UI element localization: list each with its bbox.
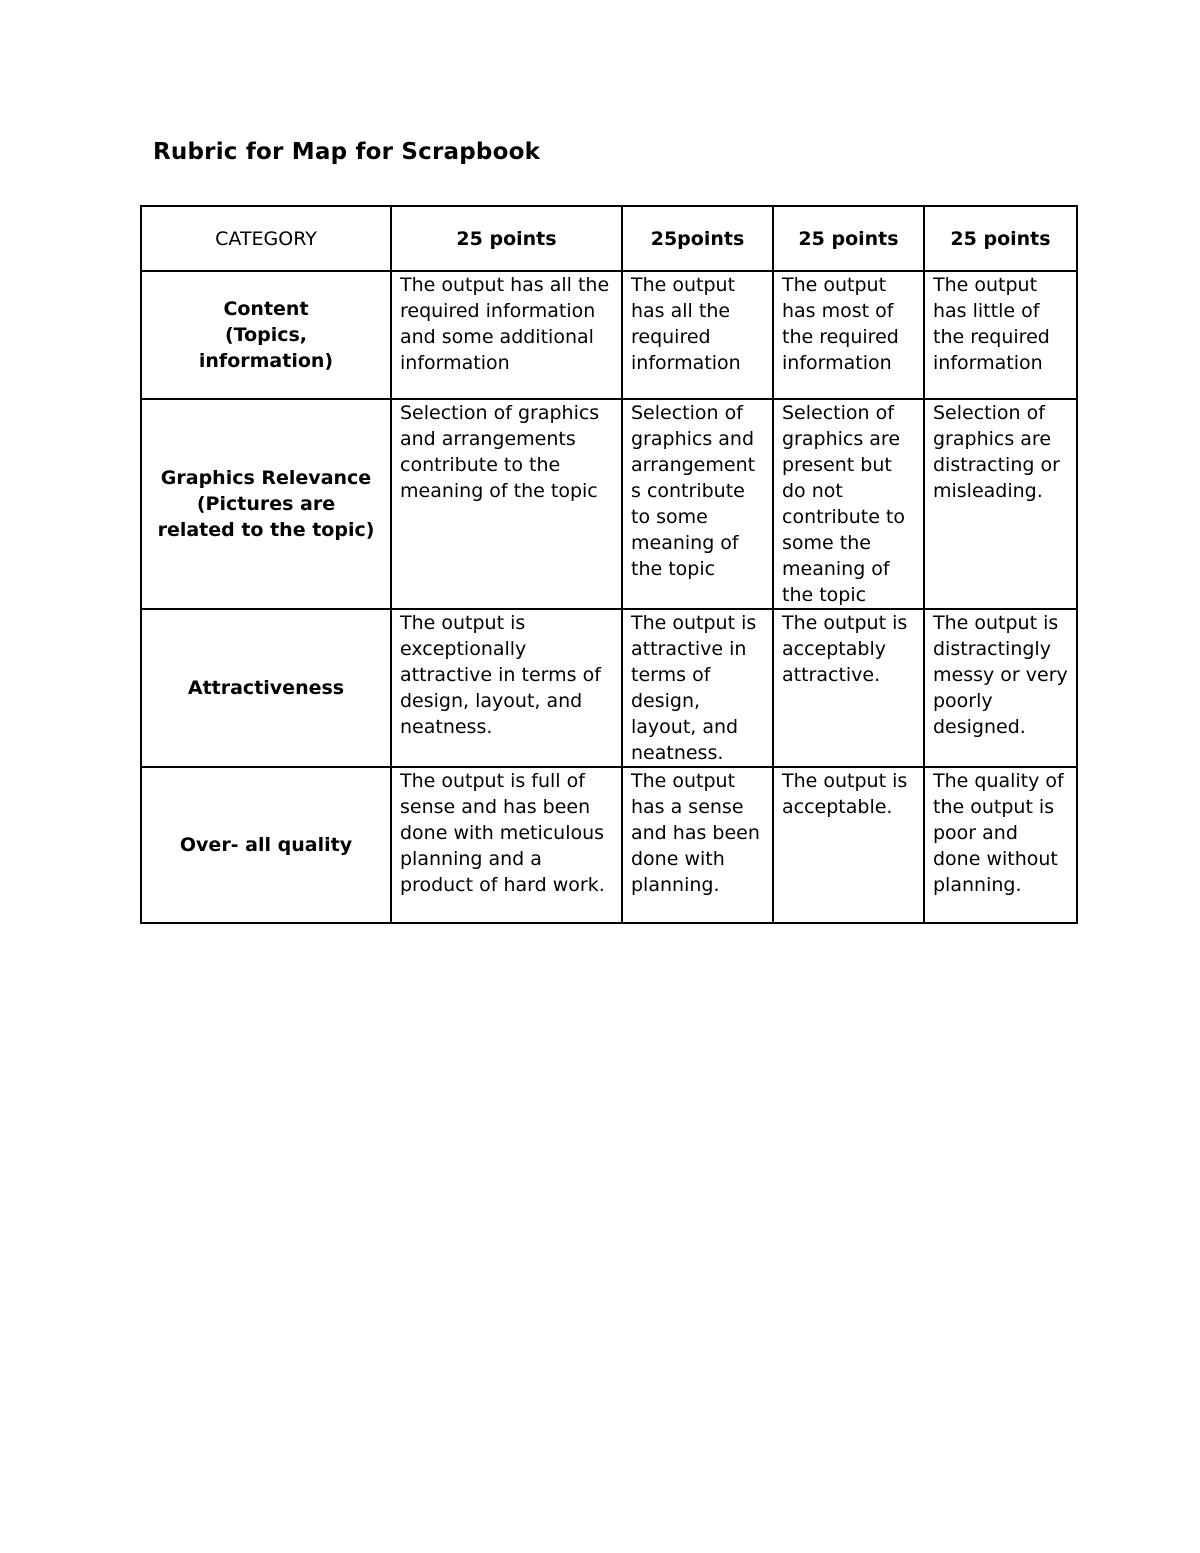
category-graphics-relevance xyxy=(141,399,391,609)
table-cell: Selection of graphics are present but do not contribute to some the meaning of the topic xyxy=(773,399,924,609)
table-cell: The output is acceptably attractive. xyxy=(773,609,924,767)
table-cell: The output is attractive in terms of design, layout, and neatness. xyxy=(622,609,773,767)
header-points-2: 25points xyxy=(622,206,773,271)
table-row xyxy=(141,609,1077,767)
table-header-row xyxy=(141,206,1077,271)
document-title: Rubric for Map for Scrapbook xyxy=(153,139,541,165)
category-attractiveness xyxy=(141,609,391,767)
table-cell: Selection of graphics are distracting or misleading. xyxy=(924,399,1077,609)
header-points-4: 25 points xyxy=(924,206,1077,271)
header-points-1: 25 points xyxy=(391,206,622,271)
header-category: CATEGORY xyxy=(141,206,391,271)
table-cell: The output is full of sense and has been done with meticulous planning and a product of hard work. xyxy=(391,767,622,923)
table-cell: The output is exceptionally attractive in terms of design, layout, and neatness. xyxy=(391,609,622,767)
table-cell: The output is acceptable. xyxy=(773,767,924,923)
category-label: Attractiveness xyxy=(187,677,345,699)
category-label: Content (Topics, information) xyxy=(198,298,334,372)
table-cell: The output has all the required information and some additional information xyxy=(391,271,622,399)
table-cell: The output has a sense and has been done with planning. xyxy=(622,767,773,923)
rubric-table xyxy=(140,205,1078,924)
table-row xyxy=(141,271,1077,399)
table-cell: The output is distractingly messy or very poorly designed. xyxy=(924,609,1077,767)
category-content xyxy=(141,271,391,399)
table-cell: Selection of graphics and arrangement s contribute to some meaning of the topic xyxy=(622,399,773,609)
category-label: Over- all quality xyxy=(179,834,353,856)
table-row xyxy=(141,767,1077,923)
table-row xyxy=(141,399,1077,609)
header-points-3: 25 points xyxy=(773,206,924,271)
table-cell: The quality of the output is poor and done without planning. xyxy=(924,767,1077,923)
table-cell: The output has all the required information xyxy=(622,271,773,399)
table-cell: The output has most of the required information xyxy=(773,271,924,399)
category-label: Graphics Relevance (Pictures are related to the topic) xyxy=(157,467,375,541)
table-cell: Selection of graphics and arrangements contribute to the meaning of the topic xyxy=(391,399,622,609)
table-cell: The output has little of the required information xyxy=(924,271,1077,399)
category-overall-quality xyxy=(141,767,391,923)
